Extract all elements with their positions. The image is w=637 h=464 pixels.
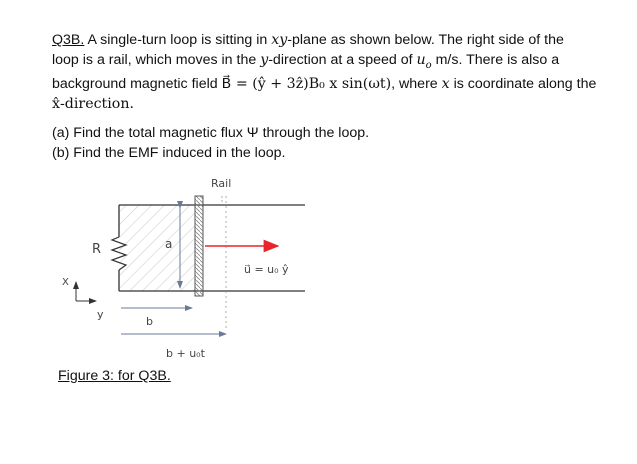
y-axis-label: y [97, 308, 104, 321]
figure-caption: Figure 3: for Q3B. [58, 368, 171, 384]
position-label: b + u₀t [166, 347, 205, 360]
part-a: (a) Find the total magnetic flux Ψ through the loop. [52, 125, 370, 142]
part-b: (b) Find the EMF induced in the loop. [52, 144, 286, 161]
resistor-label: R [92, 242, 102, 257]
rail-label: Rail [211, 177, 232, 190]
loop-area [119, 205, 195, 291]
problem-text: Q3B. A single-turn loop is sitting in xy-plane as shown below. The right side of the loop is a rail, which moves in the y-direction at a speed of $u_o$ m/s. There is also a background magnetic field B⃗ = (ŷ + 3ẑ)B₀ x sin(ωt), where x is coordinate along the x̂-direction. [52, 32, 597, 112]
field-equation: B⃗ = (ŷ + 3ẑ)B₀ x sin(ωt) [221, 76, 392, 93]
question-label: Q3B. [52, 32, 85, 48]
b-label: b [146, 315, 153, 328]
width-label: a [165, 237, 173, 251]
moving-rail-bar [195, 196, 203, 296]
x-axis-label: X [62, 277, 69, 288]
velocity-label: u⃗ = u₀ ŷ [244, 263, 289, 276]
